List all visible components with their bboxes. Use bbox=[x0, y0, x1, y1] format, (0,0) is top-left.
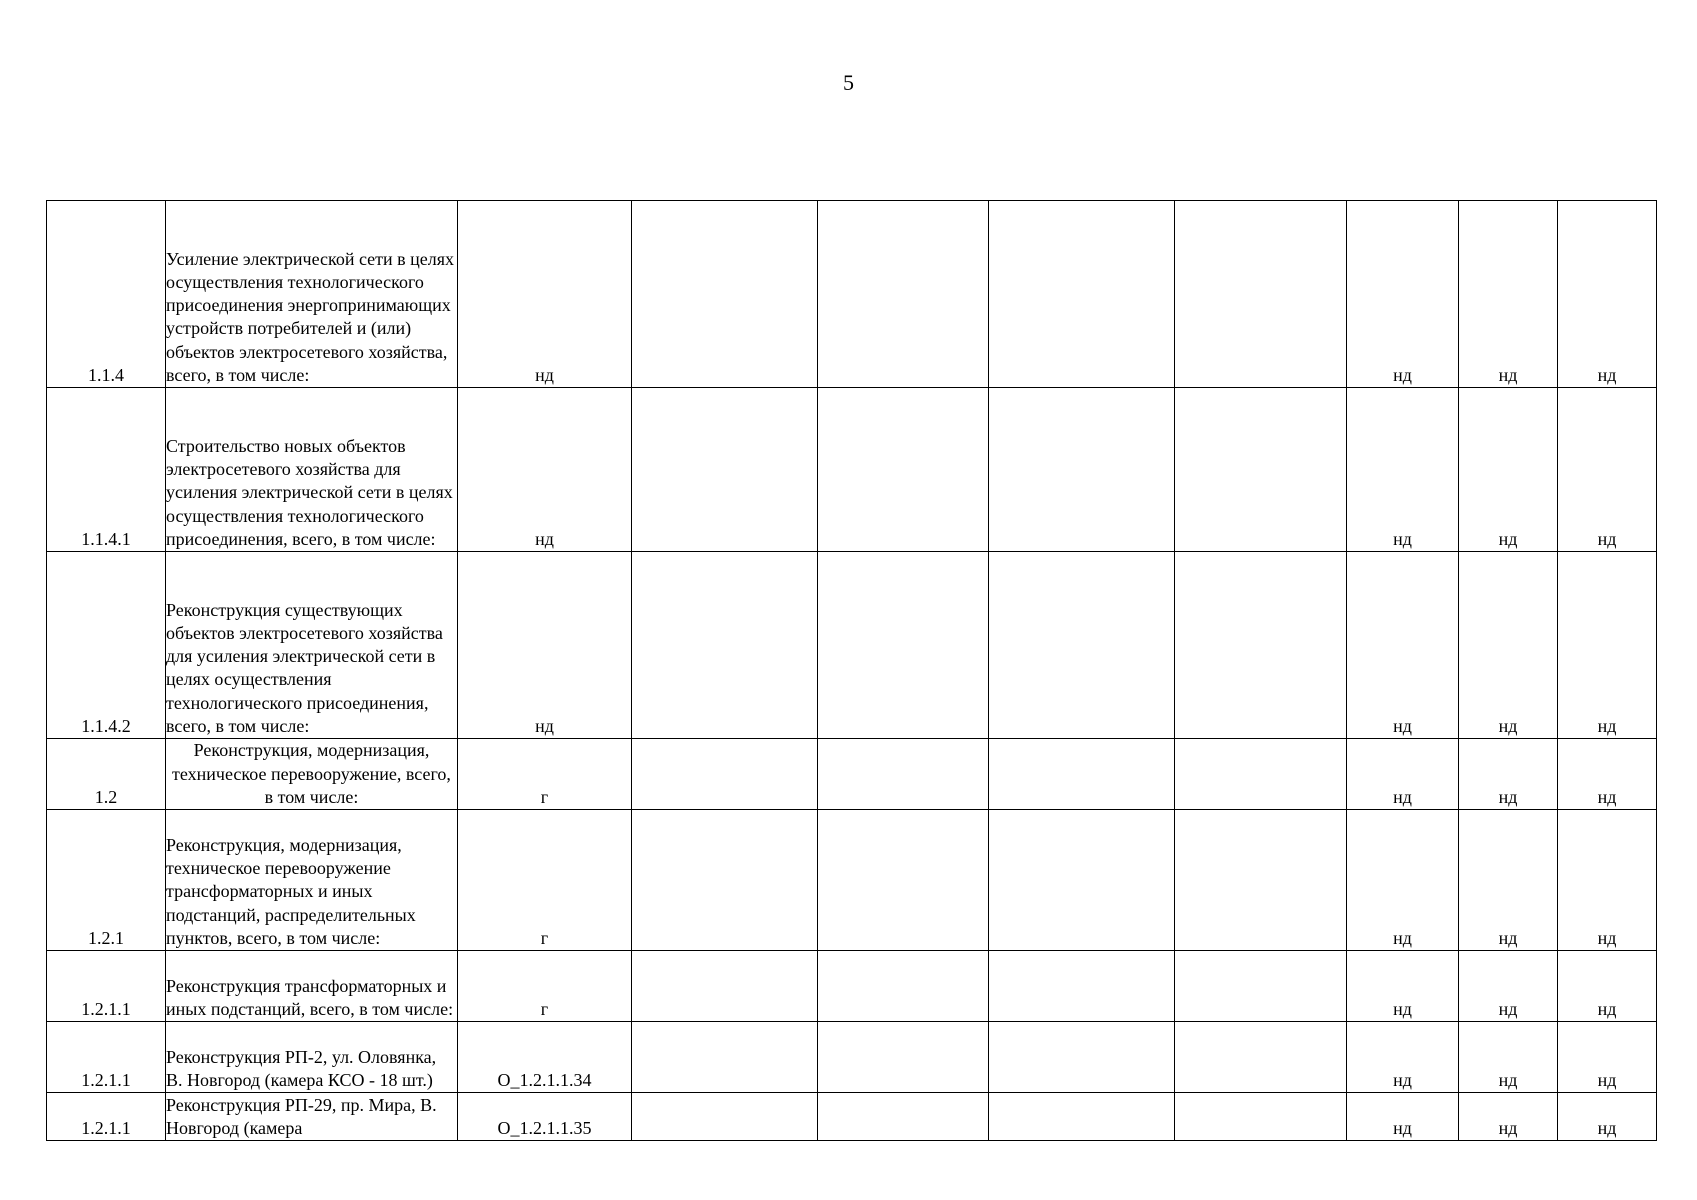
value-cell: нд bbox=[1459, 810, 1558, 951]
row-number: 1.2.1.1 bbox=[47, 951, 166, 1022]
empty-cell bbox=[818, 388, 989, 552]
value-cell: нд bbox=[1459, 201, 1558, 388]
table-row bbox=[47, 552, 1657, 739]
table-row bbox=[47, 1022, 1657, 1093]
row-number: 1.2.1.1 bbox=[47, 1022, 166, 1093]
investment-program-table bbox=[46, 200, 1657, 1141]
row-code: нд bbox=[458, 388, 632, 552]
row-name: Строительство новых объектов электросетевого хозяйства для усиления электрической сети в целях осуществления технологического присоединения, всего, в том числе: bbox=[166, 388, 458, 552]
value-cell: нд bbox=[1347, 552, 1459, 739]
empty-cell bbox=[818, 739, 989, 810]
empty-cell bbox=[632, 1022, 818, 1093]
row-code: г bbox=[458, 739, 632, 810]
row-name: Реконструкция, модернизация, техническое перевооружение трансформаторных и иных подстанций, распределительных пунктов, всего, в том числе: bbox=[166, 810, 458, 951]
empty-cell bbox=[989, 552, 1175, 739]
table-row bbox=[47, 201, 1657, 388]
value-cell: нд bbox=[1347, 951, 1459, 1022]
empty-cell bbox=[818, 1022, 989, 1093]
row-number: 1.2 bbox=[47, 739, 166, 810]
row-name: Реконструкция РП-29, пр. Мира, В. Новгород (камера bbox=[166, 1093, 458, 1141]
table-row bbox=[47, 810, 1657, 951]
empty-cell bbox=[632, 388, 818, 552]
value-cell: нд bbox=[1347, 388, 1459, 552]
row-name: Реконструкция, модернизация, техническое перевооружение, всего, в том числе: bbox=[166, 739, 458, 810]
empty-cell bbox=[989, 388, 1175, 552]
row-code: нд bbox=[458, 201, 632, 388]
empty-cell bbox=[632, 1093, 818, 1141]
empty-cell bbox=[632, 201, 818, 388]
row-code: г bbox=[458, 951, 632, 1022]
table-row bbox=[47, 739, 1657, 810]
empty-cell bbox=[989, 1093, 1175, 1141]
value-cell: нд bbox=[1558, 810, 1657, 951]
row-code: О_1.2.1.1.34 bbox=[458, 1022, 632, 1093]
empty-cell bbox=[1175, 1093, 1347, 1141]
empty-cell bbox=[632, 739, 818, 810]
empty-cell bbox=[632, 810, 818, 951]
value-cell: нд bbox=[1459, 552, 1558, 739]
value-cell: нд bbox=[1459, 739, 1558, 810]
table-row bbox=[47, 951, 1657, 1022]
table-row bbox=[47, 388, 1657, 552]
value-cell: нд bbox=[1459, 951, 1558, 1022]
empty-cell bbox=[989, 810, 1175, 951]
value-cell: нд bbox=[1347, 1093, 1459, 1141]
empty-cell bbox=[1175, 201, 1347, 388]
empty-cell bbox=[818, 810, 989, 951]
empty-cell bbox=[989, 739, 1175, 810]
value-cell: нд bbox=[1459, 388, 1558, 552]
value-cell: нд bbox=[1558, 951, 1657, 1022]
row-name: Реконструкция трансформаторных и иных подстанций, всего, в том числе: bbox=[166, 951, 458, 1022]
value-cell: нд bbox=[1347, 739, 1459, 810]
value-cell: нд bbox=[1558, 201, 1657, 388]
value-cell: нд bbox=[1558, 739, 1657, 810]
value-cell: нд bbox=[1459, 1093, 1558, 1141]
page-number: 5 bbox=[843, 70, 854, 95]
empty-cell bbox=[989, 951, 1175, 1022]
empty-cell bbox=[1175, 1022, 1347, 1093]
empty-cell bbox=[818, 201, 989, 388]
row-name: Усиление электрической сети в целях осуществления технологического присоединения энергопринимающих устройств потребителей и (или) объектов электросетевого хозяйства, всего, в том числе: bbox=[166, 201, 458, 388]
row-code: О_1.2.1.1.35 bbox=[458, 1093, 632, 1141]
value-cell: нд bbox=[1347, 1022, 1459, 1093]
empty-cell bbox=[1175, 810, 1347, 951]
row-number: 1.2.1.1 bbox=[47, 1093, 166, 1141]
row-number: 1.2.1 bbox=[47, 810, 166, 951]
empty-cell bbox=[818, 552, 989, 739]
empty-cell bbox=[1175, 388, 1347, 552]
value-cell: нд bbox=[1347, 201, 1459, 388]
row-number: 1.1.4.2 bbox=[47, 552, 166, 739]
empty-cell bbox=[1175, 552, 1347, 739]
value-cell: нд bbox=[1459, 1022, 1558, 1093]
row-name: Реконструкция РП-2, ул. Оловянка, В. Новгород (камера КСО - 18 шт.) bbox=[166, 1022, 458, 1093]
empty-cell bbox=[989, 1022, 1175, 1093]
value-cell: нд bbox=[1558, 1022, 1657, 1093]
empty-cell bbox=[1175, 739, 1347, 810]
row-code: г bbox=[458, 810, 632, 951]
empty-cell bbox=[818, 951, 989, 1022]
row-name: Реконструкция существующих объектов электросетевого хозяйства для усиления электрической сети в целях осуществления технологического присоединения, всего, в том числе: bbox=[166, 552, 458, 739]
table-row bbox=[47, 1093, 1657, 1141]
empty-cell bbox=[989, 201, 1175, 388]
row-number: 1.1.4 bbox=[47, 201, 166, 388]
value-cell: нд bbox=[1558, 1093, 1657, 1141]
empty-cell bbox=[818, 1093, 989, 1141]
row-code: нд bbox=[458, 552, 632, 739]
empty-cell bbox=[632, 552, 818, 739]
value-cell: нд bbox=[1558, 552, 1657, 739]
row-number: 1.1.4.1 bbox=[47, 388, 166, 552]
empty-cell bbox=[632, 951, 818, 1022]
empty-cell bbox=[1175, 951, 1347, 1022]
value-cell: нд bbox=[1558, 388, 1657, 552]
value-cell: нд bbox=[1347, 810, 1459, 951]
